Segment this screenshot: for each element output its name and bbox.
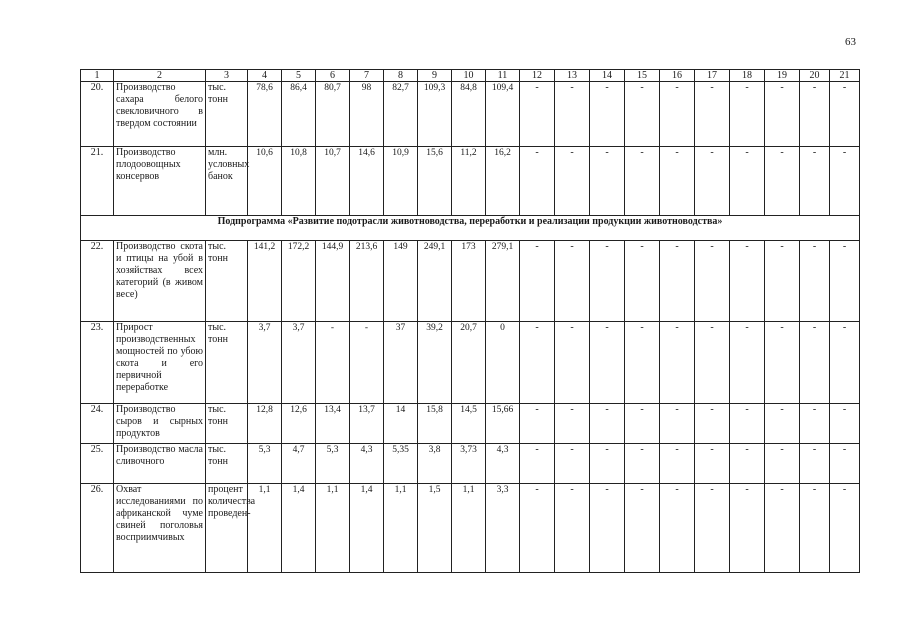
- dash-cell: -: [520, 404, 555, 444]
- value-cell: 249,1: [418, 241, 452, 322]
- indicator-name: Производство плодоовощных консервов: [114, 147, 206, 216]
- dash-cell: -: [695, 241, 730, 322]
- unit-of-measure: тыс. тонн: [206, 404, 248, 444]
- dash-cell: -: [765, 241, 800, 322]
- dash-cell: -: [555, 147, 590, 216]
- dash-cell: -: [765, 147, 800, 216]
- indicator-name: Охват исследованиями по африканской чуме свиней поголовья восприимчивых: [114, 484, 206, 573]
- dash-cell: -: [590, 241, 625, 322]
- row-number: 21.: [81, 147, 114, 216]
- dash-cell: -: [660, 484, 695, 573]
- dash-cell: -: [830, 444, 860, 484]
- value-cell: 16,2: [486, 147, 520, 216]
- dash-cell: -: [625, 241, 660, 322]
- value-cell: 3,3: [486, 484, 520, 573]
- value-cell: 109,3: [418, 82, 452, 147]
- dash-cell: -: [695, 147, 730, 216]
- header-cell: 18: [730, 70, 765, 82]
- header-cell: 12: [520, 70, 555, 82]
- value-cell: 14,6: [350, 147, 384, 216]
- value-cell: 98: [350, 82, 384, 147]
- dash-cell: -: [830, 404, 860, 444]
- dash-cell: -: [800, 82, 830, 147]
- header-cell: 6: [316, 70, 350, 82]
- header-cell: 9: [418, 70, 452, 82]
- dash-cell: -: [625, 444, 660, 484]
- indicator-name: Производство сахара белого свекловичного в твердом состоянии: [114, 82, 206, 147]
- dash-cell: -: [625, 147, 660, 216]
- value-cell: 1,5: [418, 484, 452, 573]
- unit-of-measure: тыс. тонн: [206, 82, 248, 147]
- value-cell: 279,1: [486, 241, 520, 322]
- dash-cell: -: [590, 444, 625, 484]
- dash-cell: -: [730, 147, 765, 216]
- value-cell: -: [316, 322, 350, 404]
- table-row: [81, 404, 860, 444]
- dash-cell: -: [695, 322, 730, 404]
- value-cell: 5,3: [248, 444, 282, 484]
- header-cell: 8: [384, 70, 418, 82]
- dash-cell: -: [765, 82, 800, 147]
- table-row: [81, 147, 860, 216]
- value-cell: 15,8: [418, 404, 452, 444]
- dash-cell: -: [520, 82, 555, 147]
- dash-cell: -: [730, 322, 765, 404]
- header-cell: 3: [206, 70, 248, 82]
- unit-of-measure: тыс. тонн: [206, 322, 248, 404]
- value-cell: 1,1: [384, 484, 418, 573]
- dash-cell: -: [520, 322, 555, 404]
- row-number: 22.: [81, 241, 114, 322]
- value-cell: 5,3: [316, 444, 350, 484]
- dash-cell: -: [555, 82, 590, 147]
- dash-cell: -: [800, 322, 830, 404]
- dash-cell: -: [555, 404, 590, 444]
- dash-cell: -: [520, 484, 555, 573]
- header-cell: 14: [590, 70, 625, 82]
- page-number: 63: [845, 36, 856, 48]
- value-cell: 213,6: [350, 241, 384, 322]
- value-cell: 78,6: [248, 82, 282, 147]
- row-number: 20.: [81, 82, 114, 147]
- value-cell: 4,3: [486, 444, 520, 484]
- dash-cell: -: [660, 147, 695, 216]
- dash-cell: -: [730, 241, 765, 322]
- value-cell: 1,1: [316, 484, 350, 573]
- value-cell: 13,7: [350, 404, 384, 444]
- dash-cell: -: [800, 484, 830, 573]
- header-row: [81, 70, 860, 82]
- table-row: [81, 241, 860, 322]
- dash-cell: -: [695, 82, 730, 147]
- dash-cell: -: [830, 147, 860, 216]
- dash-cell: -: [590, 404, 625, 444]
- header-cell: 15: [625, 70, 660, 82]
- value-cell: 3,8: [418, 444, 452, 484]
- unit-of-measure: тыс. тонн: [206, 444, 248, 484]
- value-cell: 141,2: [248, 241, 282, 322]
- value-cell: 14,5: [452, 404, 486, 444]
- value-cell: 82,7: [384, 82, 418, 147]
- dash-cell: -: [590, 484, 625, 573]
- dash-cell: -: [625, 404, 660, 444]
- dash-cell: -: [695, 404, 730, 444]
- value-cell: 20,7: [452, 322, 486, 404]
- dash-cell: -: [555, 444, 590, 484]
- dash-cell: -: [660, 444, 695, 484]
- value-cell: 0: [486, 322, 520, 404]
- dash-cell: -: [830, 484, 860, 573]
- dash-cell: -: [730, 484, 765, 573]
- header-cell: 4: [248, 70, 282, 82]
- dash-cell: -: [765, 404, 800, 444]
- value-cell: 15,6: [418, 147, 452, 216]
- value-cell: 10,9: [384, 147, 418, 216]
- dash-cell: -: [660, 322, 695, 404]
- indicators-table: [80, 69, 860, 573]
- indicator-name: Производство сыров и сырных продуктов: [114, 404, 206, 444]
- dash-cell: -: [660, 82, 695, 147]
- indicator-name: Прирост производственных мощностей по убою скота и его первичной переработке: [114, 322, 206, 404]
- value-cell: 1,4: [350, 484, 384, 573]
- dash-cell: -: [830, 82, 860, 147]
- dash-cell: -: [625, 484, 660, 573]
- dash-cell: -: [520, 147, 555, 216]
- value-cell: 86,4: [282, 82, 316, 147]
- dash-cell: -: [765, 322, 800, 404]
- value-cell: 10,8: [282, 147, 316, 216]
- value-cell: 13,4: [316, 404, 350, 444]
- header-cell: 1: [81, 70, 114, 82]
- value-cell: 3,7: [282, 322, 316, 404]
- value-cell: -: [350, 322, 384, 404]
- value-cell: 149: [384, 241, 418, 322]
- header-cell: 21: [830, 70, 860, 82]
- value-cell: 1,1: [452, 484, 486, 573]
- unit-of-measure: млн. условных банок: [206, 147, 248, 216]
- value-cell: 5,35: [384, 444, 418, 484]
- header-cell: 5: [282, 70, 316, 82]
- value-cell: 11,2: [452, 147, 486, 216]
- header-cell: 19: [765, 70, 800, 82]
- dash-cell: -: [660, 404, 695, 444]
- dash-cell: -: [800, 241, 830, 322]
- dash-cell: -: [520, 241, 555, 322]
- dash-cell: -: [730, 82, 765, 147]
- dash-cell: -: [590, 322, 625, 404]
- dash-cell: -: [590, 147, 625, 216]
- value-cell: 39,2: [418, 322, 452, 404]
- value-cell: 15,66: [486, 404, 520, 444]
- header-cell: 11: [486, 70, 520, 82]
- table-row: [81, 444, 860, 484]
- header-cell: 7: [350, 70, 384, 82]
- dash-cell: -: [625, 82, 660, 147]
- value-cell: 14: [384, 404, 418, 444]
- table-row: [81, 322, 860, 404]
- header-cell: 10: [452, 70, 486, 82]
- dash-cell: -: [590, 82, 625, 147]
- value-cell: 1,4: [282, 484, 316, 573]
- dash-cell: -: [765, 444, 800, 484]
- dash-cell: -: [800, 444, 830, 484]
- header-cell: 17: [695, 70, 730, 82]
- dash-cell: -: [555, 241, 590, 322]
- value-cell: 3,73: [452, 444, 486, 484]
- dash-cell: -: [625, 322, 660, 404]
- value-cell: 172,2: [282, 241, 316, 322]
- subprogram-row: [81, 216, 860, 241]
- value-cell: 80,7: [316, 82, 350, 147]
- dash-cell: -: [830, 322, 860, 404]
- dash-cell: -: [555, 322, 590, 404]
- dash-cell: -: [520, 444, 555, 484]
- dash-cell: -: [695, 444, 730, 484]
- dash-cell: -: [730, 444, 765, 484]
- dash-cell: -: [800, 147, 830, 216]
- indicator-name: Производство масла сливочного: [114, 444, 206, 484]
- value-cell: 144,9: [316, 241, 350, 322]
- row-number: 23.: [81, 322, 114, 404]
- row-number: 25.: [81, 444, 114, 484]
- value-cell: 84,8: [452, 82, 486, 147]
- value-cell: 3,7: [248, 322, 282, 404]
- header-cell: 16: [660, 70, 695, 82]
- dash-cell: -: [830, 241, 860, 322]
- value-cell: 10,7: [316, 147, 350, 216]
- value-cell: 173: [452, 241, 486, 322]
- value-cell: 4,7: [282, 444, 316, 484]
- header-cell: 20: [800, 70, 830, 82]
- dash-cell: -: [800, 404, 830, 444]
- dash-cell: -: [660, 241, 695, 322]
- unit-of-measure: процент количества проведен-: [206, 484, 248, 573]
- table-row: [81, 484, 860, 573]
- row-number: 26.: [81, 484, 114, 573]
- value-cell: 4,3: [350, 444, 384, 484]
- subprogram-title: Подпрограмма «Развитие подотрасли животноводства, переработки и реализации продукции животноводства»: [81, 216, 860, 241]
- dash-cell: -: [730, 404, 765, 444]
- indicator-name: Производство скота и птицы на убой в хозяйствах всех категорий (в живом весе): [114, 241, 206, 322]
- value-cell: 12,8: [248, 404, 282, 444]
- unit-of-measure: тыс. тонн: [206, 241, 248, 322]
- value-cell: 12,6: [282, 404, 316, 444]
- table-row: [81, 82, 860, 147]
- dash-cell: -: [765, 484, 800, 573]
- value-cell: 37: [384, 322, 418, 404]
- value-cell: 1,1: [248, 484, 282, 573]
- header-cell: 13: [555, 70, 590, 82]
- value-cell: 10,6: [248, 147, 282, 216]
- dash-cell: -: [695, 484, 730, 573]
- header-cell: 2: [114, 70, 206, 82]
- dash-cell: -: [555, 484, 590, 573]
- row-number: 24.: [81, 404, 114, 444]
- value-cell: 109,4: [486, 82, 520, 147]
